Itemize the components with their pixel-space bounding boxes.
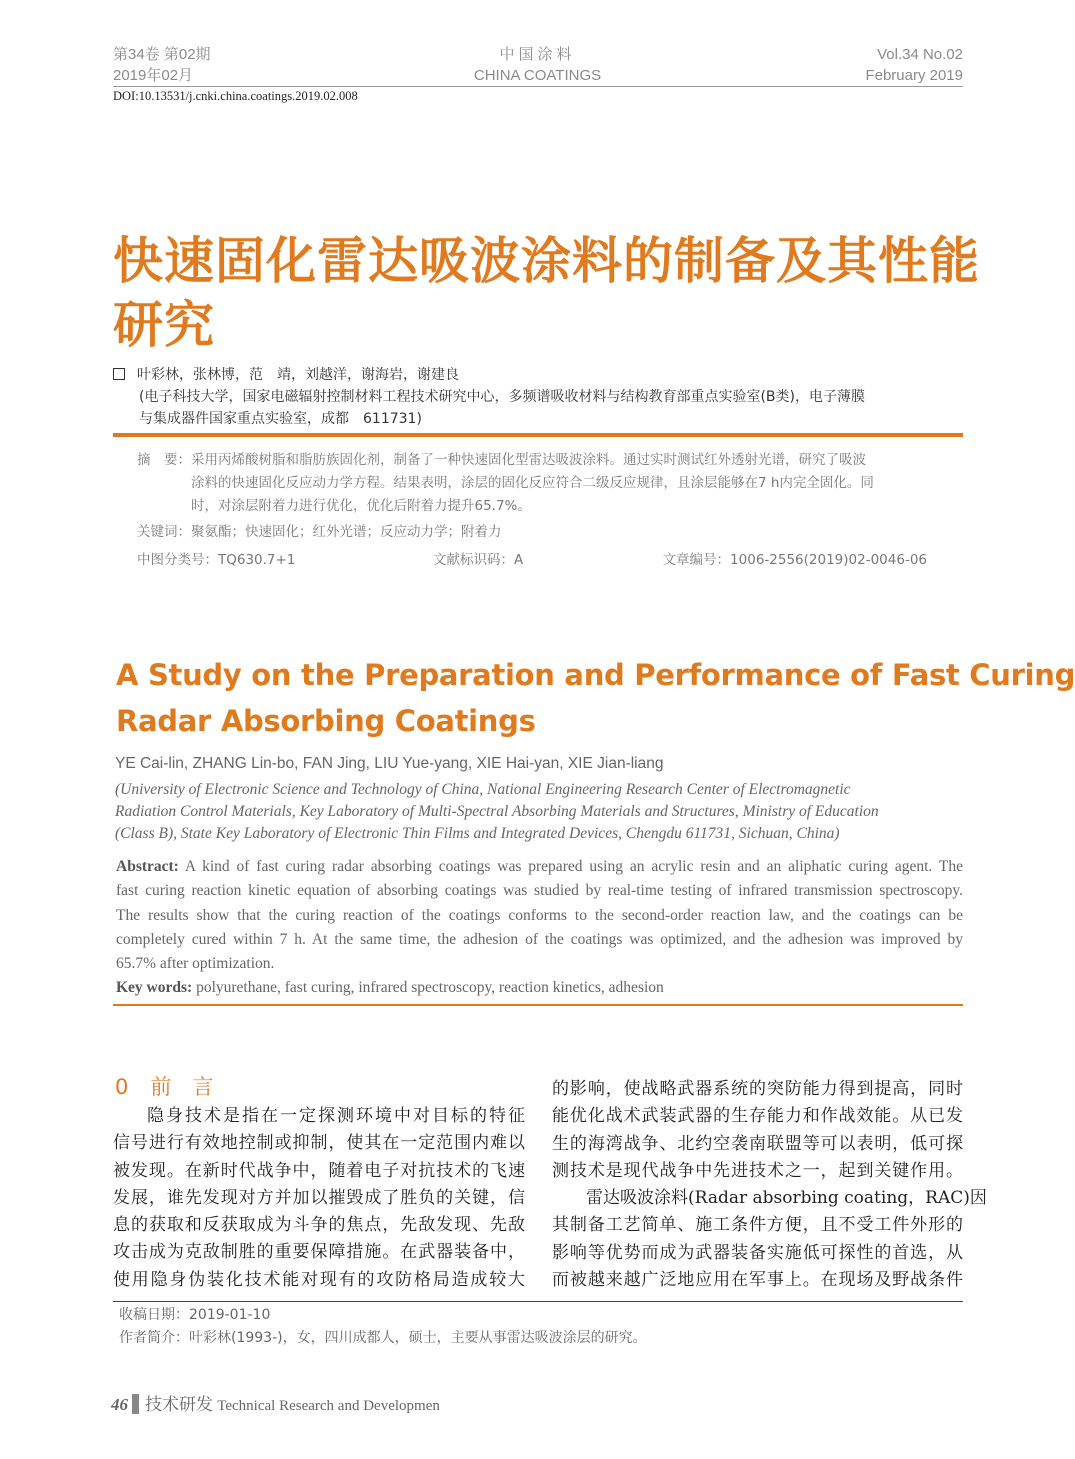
volume-en xyxy=(865,44,963,86)
section-number: 0 xyxy=(115,1075,129,1099)
title-cn xyxy=(113,230,980,356)
authors-cn: 叶彩林，张林博，范 靖，刘越洋，谢海岩，谢建良 xyxy=(137,367,459,383)
body-line: 被发现。在新时代战争中，随着电子对抗技术的飞速 xyxy=(113,1160,525,1181)
keywords-en-label: Key words: xyxy=(116,979,193,997)
affiliation-cn-line: (电子科技大学，国家电磁辐射控制材料工程技术研究中心，多频谱吸收材料与结构教育部重点实验室(B类)，电子薄膜 xyxy=(139,389,865,405)
section-heading xyxy=(115,1071,213,1101)
abstract-en-line: The results show that the curing reaction of the coatings conforms to the second-order reaction law, and the coatings can be xyxy=(116,906,963,924)
author-bio: 作者简介：叶彩林(1993-)，女，四川成都人，硕士，主要从事雷达吸波涂层的研究。 xyxy=(119,1330,647,1346)
article-number: 文章编号：1006-2556(2019)02-0046-06 xyxy=(662,552,927,568)
vol-no: Vol.34 No.02 xyxy=(877,46,963,63)
date-en: February 2019 xyxy=(865,67,963,84)
abstract-cn-line: 涂料的快速固化反应动力学方程。结果表明，涂层的固化反应符合二级反应规律，且涂层能够在7 h内完全固化。同 xyxy=(191,475,874,491)
page-footer xyxy=(111,1390,440,1415)
keywords-en: polyurethane, fast curing, infrared spectroscopy, reaction kinetics, adhesion xyxy=(192,979,664,997)
body-line: 发展，谁先发现对方并加以摧毁成了胜负的关键，信 xyxy=(113,1187,525,1208)
document-code: 文献标识码：A xyxy=(433,552,524,568)
journal-cn: 中国涂料 xyxy=(499,46,576,63)
body-line: 而被越来越广泛地应用在军事上。在现场及野战条件 xyxy=(552,1270,963,1291)
body-line: 息的获取和反获取成为斗争的焦点，先敌发现、先敌 xyxy=(113,1215,525,1236)
abstract-en-line: A kind of fast curing radar absorbing coatings was prepared using an acrylic resin and an aliphatic curing agent. The xyxy=(178,858,963,875)
title-en-line: Radar Absorbing Coatings xyxy=(116,704,536,738)
title-cn-line: 快速固化雷达吸波涂料的制备及其性能 xyxy=(113,232,980,290)
body-line: 使用隐身伪装化技术能对现有的攻防格局造成较大 xyxy=(113,1269,525,1290)
doi: DOI:10.13531/j.cnki.china.coatings.2019.02.008 xyxy=(113,89,358,103)
body-line: 攻击成为克敌制胜的重要保障措施。在武器装备中， xyxy=(113,1242,525,1263)
footer-section-en: Technical Research and Developmen xyxy=(217,1398,440,1414)
page-number: 46 xyxy=(111,1395,128,1414)
body-column-left xyxy=(113,1103,525,1294)
affiliation-en-line: (Class B), State Key Laboratory of Electronic Thin Films and Integrated Devices, Chengdu 611731, Sichuan, China) xyxy=(115,825,840,842)
abstract-en-line: fast curing reaction kinetic equation of absorbing coatings was studied by real-time testing of infrared transmission spectroscopy. xyxy=(116,882,963,900)
date-cn: 2019年02月 xyxy=(113,67,194,84)
authors-cn-block xyxy=(113,364,865,430)
title-en xyxy=(116,652,1075,744)
footer-section-cn: 技术研发 xyxy=(145,1395,213,1414)
body-line: 信号进行有效地控制或抑制，使其在一定范围内难以 xyxy=(113,1133,525,1154)
abstract-cn-line: 时，对涂层附着力进行优化，优化后附着力提升65.7%。 xyxy=(191,498,531,514)
body-line: 其制备工艺简单、施工条件方便，且不受工件外形的 xyxy=(552,1215,963,1236)
footnote-rule xyxy=(113,1301,963,1302)
abstract-en-line: 65.7% after optimization. xyxy=(116,955,275,973)
abstract-rule xyxy=(113,1004,963,1006)
accent-rule xyxy=(113,433,963,437)
affiliation-cn-line: 与集成器件国家重点实验室，成都 611731) xyxy=(139,411,422,427)
body-column-right xyxy=(552,1076,987,1294)
footer-bar xyxy=(132,1394,139,1414)
abstract-cn-label: 摘 要： xyxy=(137,452,191,468)
affiliation-en-line: Radiation Control Materials, Key Laboratory of Multi-Spectral Absorbing Materials and Structures, Ministry of Education xyxy=(115,803,879,820)
abstract-en-line: completely cured within 7 h. At the same time, the adhesion of the coatings was optimized, and the adhesion was improved by xyxy=(116,930,963,948)
received-date: 收稿日期：2019-01-10 xyxy=(119,1307,271,1323)
journal-name xyxy=(470,44,605,86)
square-bullet-icon xyxy=(113,368,125,380)
affiliation-en-line: (University of Electronic Science and Technology of China, National Engineering Research Center of Electromagnetic xyxy=(115,781,851,798)
body-line: 雷达吸波涂料(Radar absorbing coating，RAC)因 xyxy=(586,1188,987,1209)
header-divider xyxy=(113,86,963,87)
journal-en: CHINA COATINGS xyxy=(473,67,602,84)
abstract-cn xyxy=(137,449,874,518)
authors-en: YE Cai-lin, ZHANG Lin-bo, FAN Jing, LIU Yue-yang, XIE Hai-yan, XIE Jian-liang xyxy=(115,755,664,772)
body-line: 生的海湾战争、北约空袭南联盟等可以表明，低可探 xyxy=(552,1133,963,1154)
classification-number: 中图分类号：TQ630.7+1 xyxy=(137,552,296,568)
abstract-en xyxy=(116,855,963,1001)
volume-issue xyxy=(113,44,211,86)
title-en-line: A Study on the Preparation and Performance of Fast Curing xyxy=(116,658,1075,692)
abstract-cn-line: 采用丙烯酸树脂和脂肪族固化剂，制备了一种快速固化型雷达吸波涂料。通过实时测试红外透射光谱，研究了吸波 xyxy=(191,452,866,468)
volume: 第34卷 第02期 xyxy=(113,46,211,63)
body-line: 测技术是现代战争中先进技术之一，起到关键作用。 xyxy=(552,1160,963,1181)
keywords-cn: 关键词：聚氨酯；快速固化；红外光谱；反应动力学；附着力 xyxy=(137,524,502,540)
title-cn-line: 研究 xyxy=(113,296,215,354)
body-line: 隐身技术是指在一定探测环境中对目标的特征 xyxy=(147,1106,525,1126)
body-line: 能优化战术武装武器的生存能力和作战效能。从已发 xyxy=(552,1106,963,1127)
body-line: 的影响，使战略武器系统的突防能力得到提高，同时 xyxy=(552,1079,963,1099)
section-title: 前 言 xyxy=(150,1075,214,1099)
affiliation-en xyxy=(115,779,879,845)
abstract-en-label: Abstract: xyxy=(116,858,179,875)
body-line: 影响等优势而成为武器装备实施低可探性的首选，从 xyxy=(552,1242,963,1263)
